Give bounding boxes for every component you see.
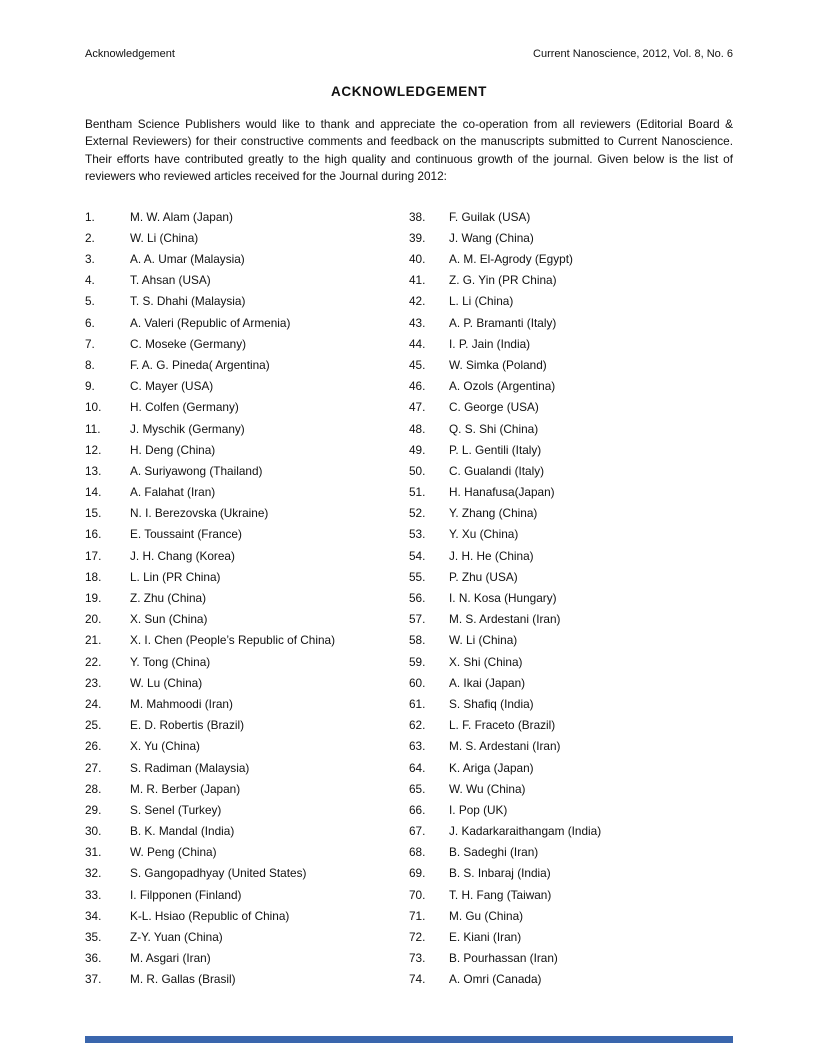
list-item: [409, 633, 733, 654]
reviewer-number: 45.: [409, 357, 426, 372]
list-item: [409, 316, 733, 337]
reviewer-column-right: [409, 210, 733, 994]
reviewer-name: A. A. Umar (Malaysia): [130, 252, 245, 266]
list-item: [409, 930, 733, 951]
reviewer-number: 74.: [409, 972, 426, 987]
list-item: [409, 210, 733, 231]
list-item: [85, 549, 409, 570]
reviewer-number: 69.: [409, 866, 426, 881]
list-item: [409, 337, 733, 358]
reviewer-name: S. Radiman (Malaysia): [130, 760, 250, 775]
list-item: [85, 761, 409, 782]
reviewer-name: H. Hanafusa(Japan): [449, 485, 555, 500]
reviewer-name: E. D. Robertis (Brazil): [130, 718, 245, 733]
reviewer-number: 36.: [85, 951, 102, 966]
list-item: [409, 761, 733, 782]
reviewer-number: 33.: [85, 887, 102, 902]
reviewer-number: 21.: [85, 633, 102, 648]
reviewer-name: I. N. Kosa (Hungary): [449, 591, 557, 605]
reviewer-name: M. W. Alam (Japan): [130, 209, 233, 224]
reviewer-number: 27.: [85, 760, 102, 775]
reviewer-number: 1.: [85, 209, 95, 224]
running-head-right: Current Nanoscience, 2012, Vol. 8, No. 6: [533, 48, 733, 60]
reviewer-number: 56.: [409, 591, 426, 605]
list-item: [409, 655, 733, 676]
reviewer-number: 47.: [409, 400, 426, 415]
reviewer-name: Z. Zhu (China): [130, 591, 207, 605]
list-item: [85, 697, 409, 718]
list-item: [85, 782, 409, 803]
reviewer-number: 41.: [409, 273, 426, 288]
reviewer-number: 57.: [409, 612, 426, 627]
reviewer-number: 26.: [85, 739, 102, 754]
list-item: [409, 252, 733, 273]
list-item: [409, 591, 733, 612]
reviewer-name: C. Mayer (USA): [130, 379, 214, 394]
reviewer-number: 42.: [409, 294, 426, 309]
reviewer-name: H. Deng (China): [130, 442, 216, 457]
reviewer-name: W. Lu (China): [130, 675, 203, 690]
reviewer-name: T. S. Dhahi (Malaysia): [130, 294, 246, 309]
reviewer-number: 9.: [85, 379, 95, 394]
page-title: ACKNOWLEDGEMENT: [331, 84, 487, 99]
list-item: [409, 972, 733, 993]
reviewer-name: J. Myschik (Germany): [130, 421, 245, 436]
reviewer-name: F. Guilak (USA): [449, 209, 531, 224]
running-head: [85, 48, 733, 60]
reviewer-number: 23.: [85, 675, 102, 690]
reviewer-name: X. Shi (China): [449, 654, 523, 669]
reviewer-number: 71.: [409, 908, 426, 923]
reviewer-number: 20.: [85, 612, 102, 627]
list-item: [409, 888, 733, 909]
reviewer-name: Z-Y. Yuan (China): [130, 930, 223, 944]
reviewer-number: 51.: [409, 485, 426, 500]
list-item: [85, 464, 409, 485]
reviewer-name: A. Ikai (Japan): [449, 675, 526, 690]
reviewer-number: 44.: [409, 336, 426, 351]
reviewer-number: 16.: [85, 527, 102, 542]
reviewer-number: 59.: [409, 654, 426, 669]
reviewer-number: 62.: [409, 718, 426, 733]
reviewer-name: F. A. G. Pineda( Argentina): [130, 357, 270, 372]
reviewer-number: 34.: [85, 908, 102, 923]
reviewer-name: A. Falahat (Iran): [130, 485, 216, 500]
reviewer-name: I. P. Jain (India): [449, 336, 531, 351]
list-item: [85, 612, 409, 633]
reviewer-number: 8.: [85, 357, 95, 372]
reviewer-name: S. Shafiq (India): [449, 696, 534, 711]
list-item: [409, 676, 733, 697]
reviewer-name: X. Yu (China): [130, 739, 200, 754]
list-item: [85, 358, 409, 379]
reviewer-number: 28.: [85, 781, 102, 796]
reviewer-name: E. Toussaint (France): [130, 527, 242, 542]
reviewer-number: 2.: [85, 230, 95, 245]
list-item: [409, 379, 733, 400]
reviewer-name: C. George (USA): [449, 400, 539, 415]
list-item: [85, 866, 409, 887]
reviewer-name: A. Omri (Canada): [449, 972, 542, 987]
list-item: [85, 739, 409, 760]
list-item: [85, 803, 409, 824]
reviewer-name: P. L. Gentili (Italy): [449, 442, 542, 457]
list-item: [85, 930, 409, 951]
reviewer-number: 64.: [409, 760, 426, 775]
reviewer-number: 63.: [409, 739, 426, 754]
reviewer-name: T. Ahsan (USA): [130, 273, 211, 288]
reviewer-name: H. Colfen (Germany): [130, 400, 239, 415]
reviewer-number: 55.: [409, 569, 426, 584]
list-item: [409, 782, 733, 803]
reviewer-number: 52.: [409, 506, 426, 521]
reviewer-number: 31.: [85, 845, 102, 860]
list-item: [409, 824, 733, 845]
list-item: [409, 866, 733, 887]
reviewer-number: 7.: [85, 336, 95, 351]
reviewer-name: L. Li (China): [449, 294, 514, 309]
list-item: [409, 527, 733, 548]
reviewer-name: J. H. Chang (Korea): [130, 548, 235, 563]
list-item: [85, 888, 409, 909]
reviewer-name: N. I. Berezovska (Ukraine): [130, 506, 269, 521]
list-item: [409, 697, 733, 718]
reviewer-number: 70.: [409, 887, 426, 902]
list-item: [409, 739, 733, 760]
list-item: [85, 443, 409, 464]
reviewer-number: 29.: [85, 802, 102, 817]
list-item: [85, 951, 409, 972]
reviewer-number: 40.: [409, 252, 426, 266]
list-item: [85, 400, 409, 421]
reviewer-number: 39.: [409, 230, 426, 245]
reviewer-name: M. Asgari (Iran): [130, 951, 211, 966]
reviewer-number: 53.: [409, 527, 426, 542]
reviewer-name: P. Zhu (USA): [449, 569, 518, 584]
list-item: [409, 400, 733, 421]
reviewer-number: 22.: [85, 654, 102, 669]
list-item: [85, 676, 409, 697]
reviewer-number: 66.: [409, 802, 426, 817]
reviewer-name: W. Simka (Poland): [449, 357, 547, 372]
reviewer-name: B. Pourhassan (Iran): [449, 951, 558, 966]
reviewer-number: 65.: [409, 781, 426, 796]
list-item: [409, 612, 733, 633]
list-item: [85, 485, 409, 506]
list-item: [409, 422, 733, 443]
reviewer-number: 15.: [85, 506, 102, 521]
reviewer-number: 60.: [409, 675, 426, 690]
list-item: [409, 951, 733, 972]
reviewer-number: 6.: [85, 315, 95, 330]
reviewer-name: B. K. Mandal (India): [130, 824, 235, 839]
reviewer-name: W. Li (China): [130, 230, 199, 245]
reviewer-number: 12.: [85, 442, 102, 457]
reviewer-name: E. Kiani (Iran): [449, 930, 522, 944]
reviewer-number: 32.: [85, 866, 102, 881]
list-item: [409, 464, 733, 485]
list-item: [85, 210, 409, 231]
reviewer-number: 4.: [85, 273, 95, 288]
list-item: [409, 358, 733, 379]
list-item: [85, 294, 409, 315]
reviewer-name: M. R. Berber (Japan): [130, 781, 241, 796]
reviewer-name: I. Pop (UK): [449, 802, 508, 817]
reviewer-number: 68.: [409, 845, 426, 860]
reviewer-column-left: [85, 210, 409, 994]
reviewer-name: Z. G. Yin (PR China): [449, 273, 557, 288]
reviewer-name: I. Filpponen (Finland): [130, 887, 242, 902]
list-item: [85, 337, 409, 358]
list-item: [409, 549, 733, 570]
reviewer-number: 48.: [409, 421, 426, 436]
list-item: [85, 845, 409, 866]
reviewer-name: W. Li (China): [449, 633, 518, 648]
reviewer-name: C. Moseke (Germany): [130, 336, 247, 351]
reviewer-name: M. Mahmoodi (Iran): [130, 696, 233, 711]
reviewer-name: C. Gualandi (Italy): [449, 463, 545, 478]
reviewer-number: 46.: [409, 379, 426, 394]
list-item: [85, 591, 409, 612]
reviewer-name: L. F. Fraceto (Brazil): [449, 718, 556, 733]
reviewer-number: 30.: [85, 824, 102, 839]
reviewer-number: 49.: [409, 442, 426, 457]
reviewer-number: 67.: [409, 824, 426, 839]
reviewer-name: B. S. Inbaraj (India): [449, 866, 551, 881]
reviewer-number: 58.: [409, 633, 426, 648]
list-item: [409, 273, 733, 294]
reviewer-name: S. Senel (Turkey): [130, 802, 222, 817]
reviewer-number: 14.: [85, 485, 102, 500]
reviewer-number: 72.: [409, 930, 426, 944]
list-item: [409, 294, 733, 315]
list-item: [409, 718, 733, 739]
reviewer-name: M. Gu (China): [449, 908, 524, 923]
list-item: [85, 633, 409, 654]
list-item: [85, 527, 409, 548]
reviewer-number: 38.: [409, 209, 426, 224]
reviewer-name: A. M. El-Agrody (Egypt): [449, 252, 573, 266]
reviewer-name: J. Wang (China): [449, 230, 534, 245]
reviewer-number: 43.: [409, 315, 426, 330]
list-item: [85, 316, 409, 337]
list-item: [409, 443, 733, 464]
reviewer-number: 61.: [409, 696, 426, 711]
reviewer-name: Y. Xu (China): [449, 527, 519, 542]
reviewer-name: L. Lin (PR China): [130, 569, 221, 584]
reviewer-number: 25.: [85, 718, 102, 733]
list-item: [409, 845, 733, 866]
reviewer-number: 17.: [85, 548, 102, 563]
reviewer-name: Y. Zhang (China): [449, 506, 538, 521]
page-content: [85, 48, 733, 994]
reviewer-number: 3.: [85, 252, 95, 266]
list-item: [85, 909, 409, 930]
reviewer-number: 24.: [85, 696, 102, 711]
reviewer-name: S. Gangopadhyay (United States): [130, 866, 307, 881]
reviewer-name: A. Ozols (Argentina): [449, 379, 556, 394]
reviewer-name: K-L. Hsiao (Republic of China): [130, 908, 290, 923]
reviewer-number: 54.: [409, 548, 426, 563]
intro-paragraph: Bentham Science Publishers would like to thank and appreciate the co-operation from all reviewers (Editorial Board & External Reviewers) for their constructive comments and feedback on the manuscripts submitted to Current Nanoscience. Their efforts have contributed greatly to the high quality and continuous growth of the journal. Given below is the list of reviewers who reviewed articles received for the Journal during 2012:: [85, 117, 733, 184]
reviewer-number: 13.: [85, 463, 102, 478]
reviewer-name: W. Peng (China): [130, 845, 217, 860]
reviewer-number: 5.: [85, 294, 95, 309]
list-item: [409, 506, 733, 527]
reviewer-name: K. Ariga (Japan): [449, 760, 534, 775]
running-head-left: Acknowledgement: [85, 48, 175, 60]
list-item: [85, 972, 409, 993]
reviewer-number: 35.: [85, 930, 102, 944]
list-item: [409, 570, 733, 591]
reviewer-name: T. H. Fang (Taiwan): [449, 887, 552, 902]
reviewer-number: 37.: [85, 972, 102, 987]
list-item: [85, 655, 409, 676]
reviewer-number: 10.: [85, 400, 102, 415]
list-item: [409, 909, 733, 930]
reviewer-name: B. Sadeghi (Iran): [449, 845, 539, 860]
list-item: [85, 422, 409, 443]
reviewer-name: W. Wu (China): [449, 781, 526, 796]
list-item: [409, 485, 733, 506]
reviewer-name: M. R. Gallas (Brasil): [130, 972, 236, 987]
list-item: [85, 824, 409, 845]
reviewer-name: J. H. He (China): [449, 548, 534, 563]
reviewer-name: A. Suriyawong (Thailand): [130, 463, 263, 478]
list-item: [85, 506, 409, 527]
reviewer-name: Y. Tong (China): [130, 654, 211, 669]
footer-rule: [85, 1036, 733, 1043]
list-item: [85, 718, 409, 739]
reviewer-name: A. P. Bramanti (Italy): [449, 315, 557, 330]
list-item: [85, 273, 409, 294]
reviewer-list: [85, 210, 733, 994]
list-item: [85, 231, 409, 252]
reviewer-number: 73.: [409, 951, 426, 966]
reviewer-name: M. S. Ardestani (Iran): [449, 612, 561, 627]
list-item: [409, 231, 733, 252]
list-item: [85, 570, 409, 591]
list-item: [409, 803, 733, 824]
list-item: [85, 379, 409, 400]
reviewer-name: A. Valeri (Republic of Armenia): [130, 315, 291, 330]
reviewer-name: M. S. Ardestani (Iran): [449, 739, 561, 754]
reviewer-name: X. Sun (China): [130, 612, 208, 627]
reviewer-number: 50.: [409, 463, 426, 478]
reviewer-number: 11.: [85, 421, 101, 436]
reviewer-name: X. I. Chen (People’s Republic of China): [130, 633, 336, 648]
reviewer-name: J. Kadarkaraithangam (India): [449, 824, 602, 839]
reviewer-number: 18.: [85, 569, 102, 584]
reviewer-number: 19.: [85, 591, 102, 605]
reviewer-name: Q. S. Shi (China): [449, 421, 539, 436]
list-item: [85, 252, 409, 273]
